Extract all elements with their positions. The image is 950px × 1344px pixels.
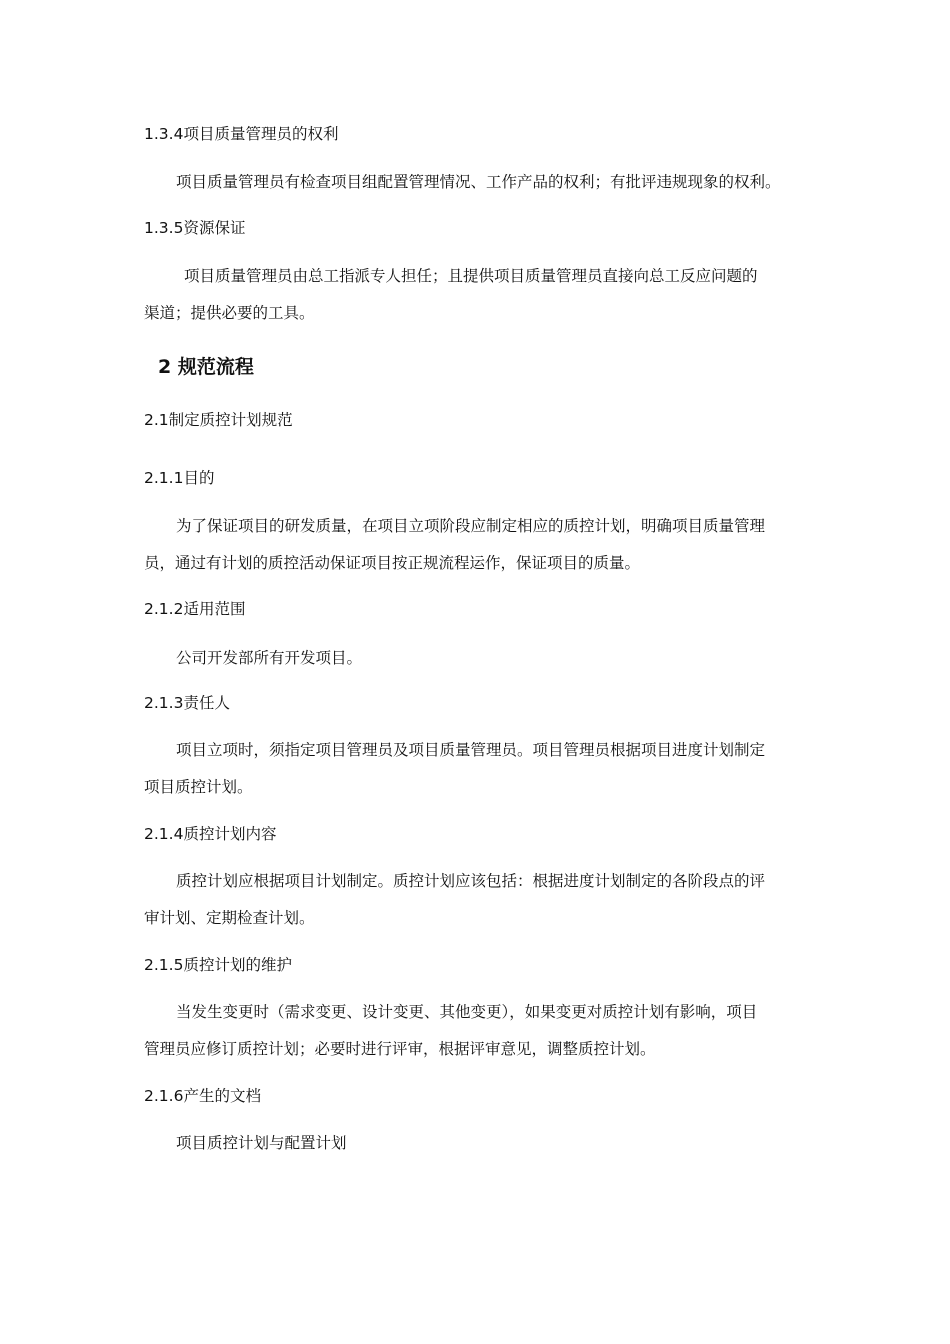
paragraph-2-1-4-line-2: 审计划、定期检查计划。 — [144, 909, 315, 927]
paragraph-1-3-5-line-1: 项目质量管理员由总工指派专人担任；且提供项目质量管理员直接向总工反应问题的 — [184, 267, 758, 285]
paragraph-2-1-2: 公司开发部所有开发项目。 — [176, 649, 363, 667]
paragraph-2-1-6: 项目质控计划与配置计划 — [176, 1134, 347, 1152]
heading-2-1: 2.1制定质控计划规范 — [144, 411, 293, 429]
heading-1-3-5: 1.3.5资源保证 — [144, 219, 246, 237]
heading-1-3-4: 1.3.4项目质量管理员的权利 — [144, 125, 339, 143]
paragraph-2-1-4-line-1: 质控计划应根据项目计划制定。质控计划应该包括：根据进度计划制定的各阶段点的评 — [176, 872, 766, 890]
heading-2-1-6: 2.1.6产生的文档 — [144, 1087, 261, 1105]
heading-2-1-3: 2.1.3责任人 — [144, 694, 230, 712]
heading-2-1-1: 2.1.1目的 — [144, 469, 215, 487]
paragraph-2-1-5-line-2: 管理员应修订质控计划；必要时进行评审，根据评审意见，调整质控计划。 — [144, 1040, 656, 1058]
paragraph-2-1-3-line-2: 项目质控计划。 — [144, 778, 253, 796]
heading-2-1-2: 2.1.2适用范围 — [144, 600, 246, 618]
paragraph-2-1-1-line-1: 为了保证项目的研发质量，在项目立项阶段应制定相应的质控计划，明确项目质量管理 — [176, 517, 766, 535]
heading-2-1-5: 2.1.5质控计划的维护 — [144, 956, 292, 974]
heading-2-1-4: 2.1.4质控计划内容 — [144, 825, 277, 843]
paragraph-2-1-3-line-1: 项目立项时，须指定项目管理员及项目质量管理员。项目管理员根据项目进度计划制定 — [176, 741, 766, 759]
paragraph-1-3-4: 项目质量管理员有检查项目组配置管理情况、工作产品的权利；有批评违规现象的权利。 — [176, 173, 781, 191]
paragraph-2-1-5-line-1: 当发生变更时（需求变更、设计变更、其他变更），如果变更对质控计划有影响，项目 — [176, 1003, 758, 1021]
heading-2: 2 规范流程 — [158, 356, 254, 378]
paragraph-1-3-5-line-2: 渠道；提供必要的工具。 — [144, 304, 315, 322]
paragraph-2-1-1-line-2: 员，通过有计划的质控活动保证项目按正规流程运作，保证项目的质量。 — [144, 554, 641, 572]
